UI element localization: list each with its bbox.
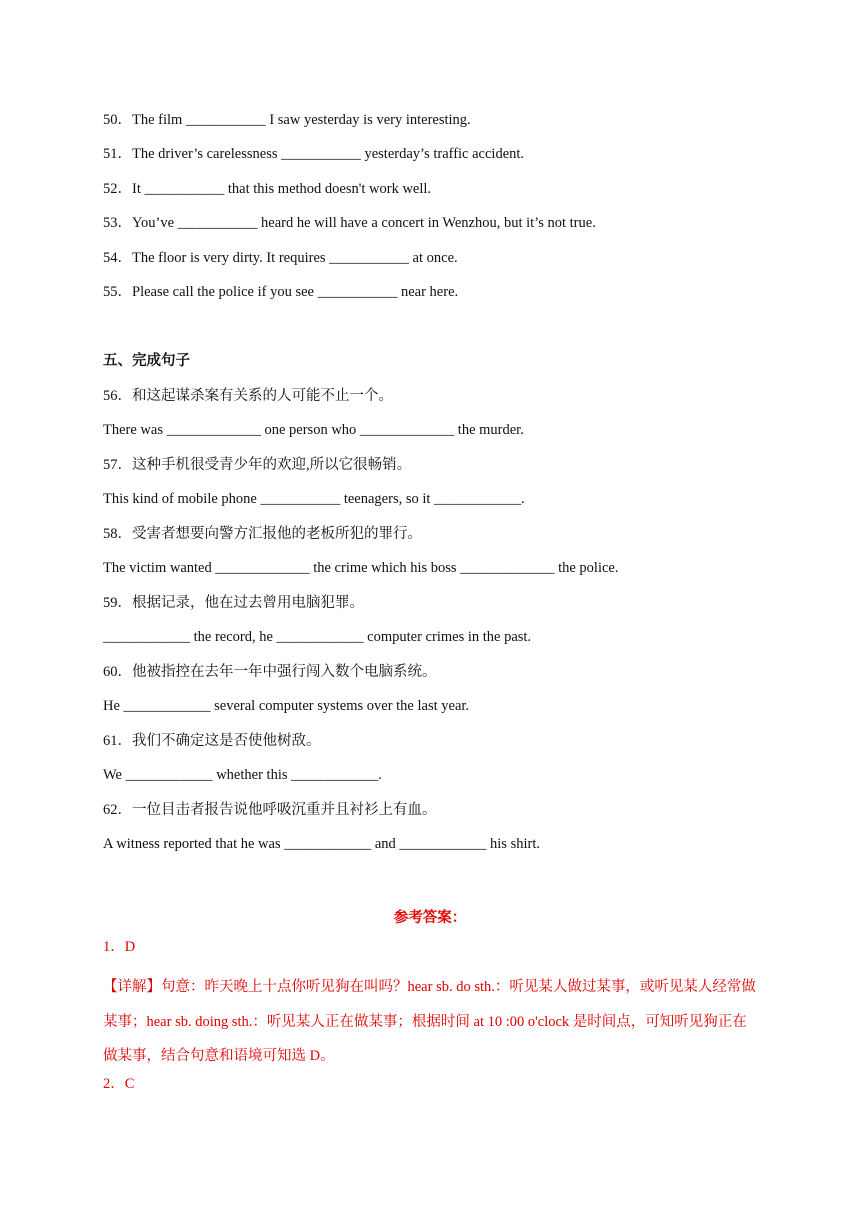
answer-2: 2．C: [103, 1076, 135, 1092]
answers-title: 参考答案：: [393, 910, 467, 926]
question-61-english: We ____________ whether this ____________.: [103, 767, 382, 783]
explanation-label: 【详解】: [103, 979, 161, 995]
question-54: 54．The floor is very dirty. It requires ___________ at once.: [103, 250, 458, 266]
question-53: 53．You’ve ___________ heard he will have a concert in Wenzhou, but it’s not true.: [103, 215, 596, 231]
question-62-english: A witness reported that he was ____________ and ____________ his shirt.: [103, 836, 540, 852]
question-57-english: This kind of mobile phone ___________ teenagers, so it ____________.: [103, 491, 525, 507]
question-51: 51．The driver’s carelessness ___________ yesterday’s traffic accident.: [103, 146, 525, 162]
question-61-chinese: 61．我们不确定这是否使他树敌。: [103, 733, 321, 749]
question-60-chinese: 60．他被指控在去年一年中强行闯入数个电脑系统。: [103, 664, 437, 680]
answer-1: 1．D: [103, 939, 136, 955]
answer-1-explanation: [103, 970, 761, 1074]
question-58-chinese: 58．受害者想要向警方汇报他的老板所犯的罪行。: [103, 526, 422, 542]
question-56-english: There was _____________ one person who _____________ the murder.: [103, 422, 524, 438]
question-50: 50．The film ___________ I saw yesterday is very interesting.: [103, 112, 471, 128]
question-55: 55．Please call the police if you see ___________ near here.: [103, 284, 459, 300]
question-52: 52．It ___________ that this method doesn't work well.: [103, 181, 432, 197]
question-59-english: ____________ the record, he ____________ computer crimes in the past.: [103, 629, 532, 645]
question-60-english: He ____________ several computer systems over the last year.: [103, 698, 470, 714]
question-56-chinese: 56．和这起谋杀案有关系的人可能不止一个。: [103, 388, 393, 404]
question-58-english: The victim wanted _____________ the crime which his boss _____________ the police.: [103, 560, 619, 576]
explanation-text: 句意：昨天晚上十点你听见狗在叫吗？hear sb. do sth.：听见某人做过某事，或听见某人经常做某事；hear sb. doing sth.：听见某人正在做某事；根据时间 at 10 :00 o'clock 是时间点，可知听见狗正在做某事，结合句意和语境可知选 D。: [103, 979, 756, 1064]
question-62-chinese: 62．一位目击者报告说他呼吸沉重并且衬衫上有血。: [103, 802, 437, 818]
question-57-chinese: 57．这种手机很受青少年的欢迎,所以它很畅销。: [103, 457, 412, 473]
section-heading: 五、完成句子: [103, 353, 190, 369]
question-59-chinese: 59．根据记录，他在过去曾用电脑犯罪。: [103, 595, 364, 611]
